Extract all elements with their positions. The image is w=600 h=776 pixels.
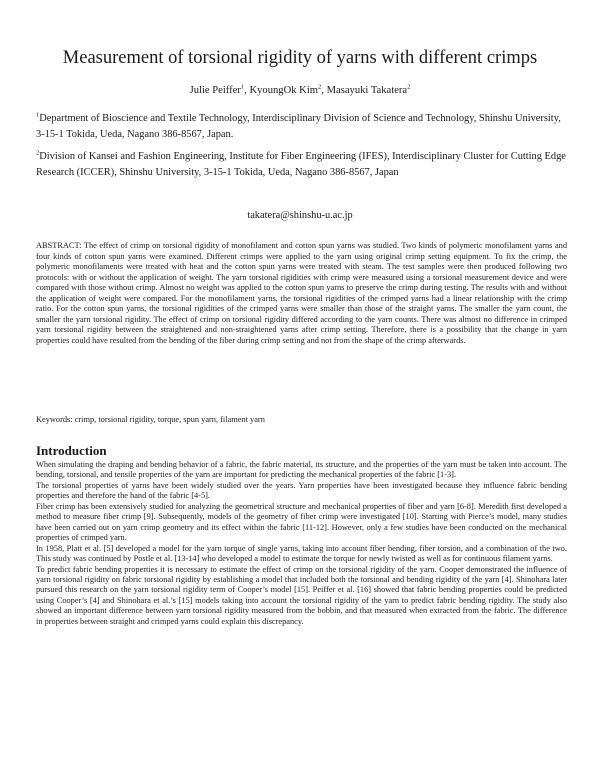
affiliation-2 — [36, 149, 566, 180]
keywords: Keywords: crimp, torsional rigidity, torque, spun yarn, filament yarn — [36, 415, 265, 424]
author-separator: , — [321, 85, 327, 96]
author-affiliation-mark: 2 — [407, 83, 411, 91]
paragraph: To predict fabric bending properties it is necessary to estimate the effect of crimp on the torsional rigidity of the yarn. Cooper demonstrated the influence of yarn torsional rigidity on fabric torsional rigidity by establishing a model that included both the torsional and bending rigidity of the yarn [4]. Shinohara later pursued this research on the yarn torsional rigidity term of Cooper’s model [15]. Peiffer et al. [16] showed that fabric bending properties could be predicted using Cooper’s [4] and Shinohara et al.’s [15] models taking into account the torsional rigidity of the yarn to predict fabric bending rigidity. The study also showed an important difference between yarn torsional rigidity measured from the bobbin, and that measured when extracted from the fabric. The difference in properties between straight and crimped yarns could explain this discrepancy. — [36, 564, 567, 626]
author-name: Julie Peiffer — [189, 85, 241, 96]
paragraph: Fiber crimp has been extensively studied for analyzing the geometrical structure and mechanical properties of fiber and yarn [6-8]. Meredith first developed a method to measure fiber crimp [9]. Subsequently, models of the geometry of fiber crimp were investigated [10]. Starting with Pierce’s model, many studies have been carried out on yarn crimp geometry and its effect within the fabric [11-12]. However, only a few studies have been conducted on the mechanical properties of crimped yarn. — [36, 501, 567, 543]
affiliation-mark: 1 — [36, 111, 40, 119]
author-affiliation-mark: 2 — [318, 83, 322, 91]
author-affiliation-mark: 1 — [240, 83, 245, 91]
paper-title: Measurement of torsional rigidity of yarns with different crimps — [62, 48, 538, 68]
author-separator: , — [244, 85, 250, 96]
paragraph: The torsional properties of yarns have been widely studied over the years. Yarn properties have been investigated because they influence fabric bending properties and therefore the hand of the fabric [4-5]. — [36, 480, 567, 501]
section-heading-introduction: Introduction — [36, 443, 107, 458]
author-name: KyoungOk Kim — [249, 85, 319, 96]
contact-email: takatera@shinshu-u.ac.jp — [247, 210, 353, 221]
paragraph: In 1958, Platt et al. [5] developed a model for the yarn torque of single yarns, taking into account fiber bending, fiber torsion, and a combination of the two. This study was continued by Postle et al. [13-14] who developed a model to estimate the torque for newly twisted as well as for continuous filament yarns. — [36, 543, 567, 564]
affiliation-1 — [36, 111, 566, 142]
paragraph: When simulating the draping and bending behavior of a fabric, the fabric material, its structure, and the properties of the yarn must be taken into account. The bending, torsional, and tensile properties of the yarn are important for predicting the mechanical properties of the fabric [1-3]. — [36, 460, 567, 480]
affiliation-text: Division of Kansei and Fashion Engineering, Institute for Fiber Engineering (IFES), Interdisciplinary Cluster for Cutting Edge Research (ICCER), Shinshu University, 3-15-1 Tokida, Ueda, Nagano 386-8567, Japan — [36, 151, 566, 178]
affiliation-text: Department of Bioscience and Textile Technology, Interdisciplinary Division of Science and Technology, Shinshu University, 3-15-1 Tokida, Ueda, Nagano 386-8567, Japan. — [36, 113, 561, 140]
affiliation-mark: 2 — [36, 149, 40, 157]
author-list — [0, 84, 600, 97]
author-name: Masayuki Takatera — [326, 85, 408, 96]
introduction-body — [36, 460, 567, 627]
abstract: ABSTRACT: The effect of crimp on torsional rigidity of monofilament and cotton spun yarns was studied. Two kinds of polymeric monofilament yarns and four kinds of cotton spun yarns were examined. Different crimps were applied to the yarn using original crimp setting equipment. To fix the crimp, the polymeric monofilaments were treated with heat and the cotton spun yarns were treated with steam. The test samples were then produced following two protocols: with or without the application of weight. The yarn torsional rigidities with crimp were measured using a torsional measurement device and were compared with those without crimp. Almost no weight was applied to the cotton spun yarns to preserve the crimp during testing. The results with and without the application of weight were compared. For the monofilament yarns, the torsional rigidities of the crimped yarns had a linear relationship with the crimp ratio. For the cotton spun yarns, the torsional rigidities of the crimped yarns were smaller than those of the straight yarns. The smaller the yarn count, the smaller the yarn torsional rigidity. The effect of crimp on torsional rigidity differed according to the yarn counts. There was almost no difference in crimped yarn torsional rigidity between the straightened and non-straightened yarns after crimp setting. Therefore, there is a possibility that the change in yarn properties could have resulted from the bending of the fiber during crimp setting and not from the shape of the crimp afterwards. — [36, 241, 567, 345]
